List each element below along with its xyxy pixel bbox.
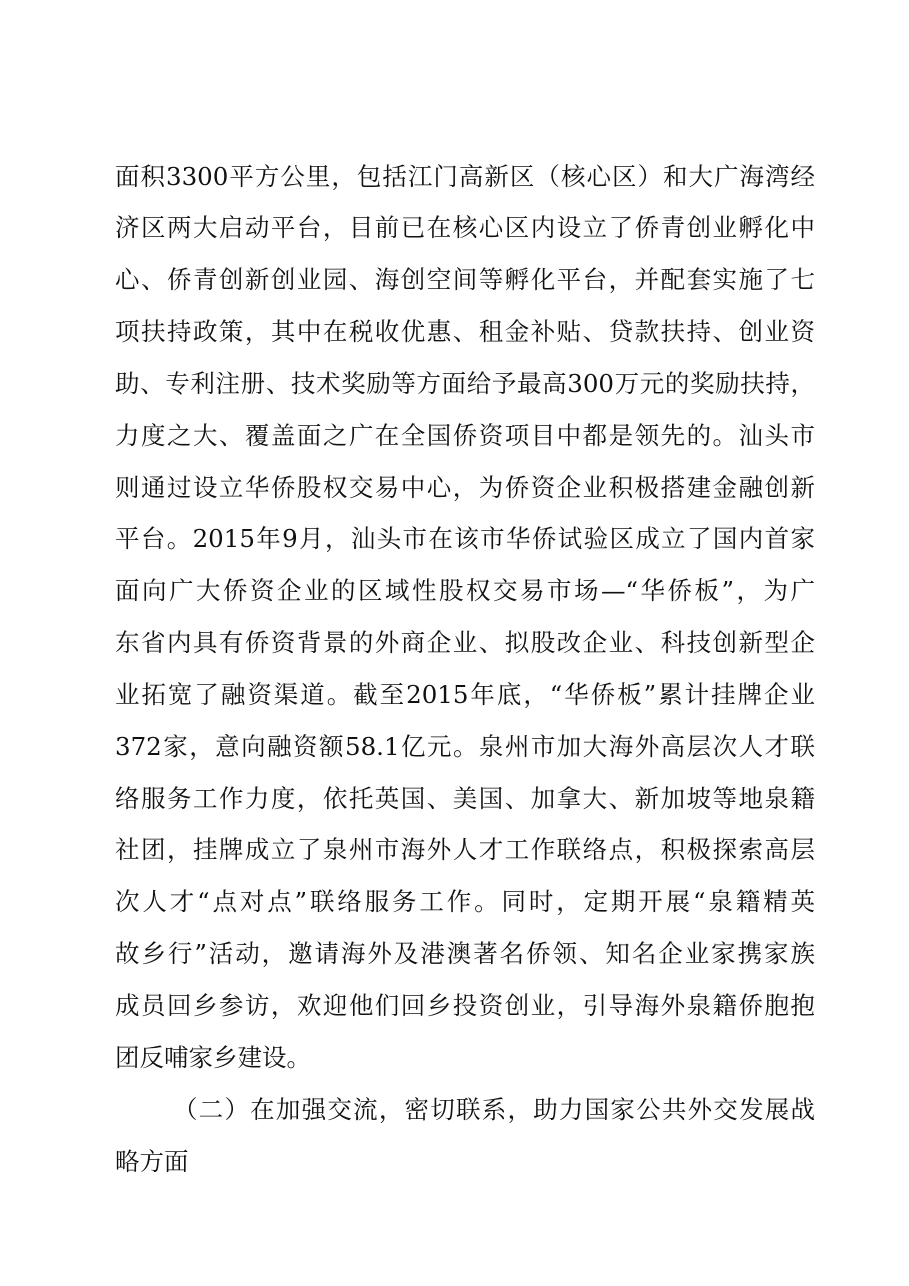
paragraph-line: 东省内具有侨资背景的外商企业、拟股改企业、科技创新型企: [115, 628, 815, 657]
paragraph-line: 成员回乡参访，欢迎他们回乡投资创业，引导海外泉籍侨胞抱: [115, 991, 815, 1020]
paragraph-line: 济区两大启动平台，目前已在核心区内设立了侨青创业孵化中: [115, 213, 815, 242]
paragraph-line: 面向广大侨资企业的区域性股权交易市场—“华侨板”，为广: [115, 576, 815, 605]
paragraph-line: 次人才“点对点”联络服务工作。同时，定期开展“泉籍精英: [115, 887, 815, 916]
paragraph-line: 则通过设立华侨股权交易中心，为侨资企业积极搭建金融创新: [115, 473, 815, 502]
paragraph-line: 平台。2015年9月，汕头市在该市华侨试验区成立了国内首家: [115, 524, 815, 553]
paragraph-line: 络服务工作力度，依托英国、美国、加拿大、新加坡等地泉籍: [115, 784, 815, 813]
section-heading-line: （二）在加强交流，密切联系，助力国家公共外交发展战: [173, 1095, 815, 1124]
paragraph-line: 业拓宽了融资渠道。截至2015年底，“华侨板”累计挂牌企业: [115, 680, 815, 709]
paragraph-line: 故乡行”活动，邀请海外及港澳著名侨领、知名企业家携家族: [115, 939, 815, 968]
paragraph-line: 力度之大、覆盖面之广在全国侨资项目中都是领先的。汕头市: [115, 421, 815, 450]
paragraph-line: 面积3300平方公里，包括江门高新区（核心区）和大广海湾经: [115, 162, 815, 191]
paragraph-line: 助、专利注册、技术奖励等方面给予最高300万元的奖励扶持，: [115, 369, 815, 398]
paragraph-line: 团反哺家乡建设。: [115, 1043, 311, 1072]
paragraph-line: 项扶持政策，其中在税收优惠、租金补贴、贷款扶持、创业资: [115, 317, 815, 346]
paragraph-line: 372家，意向融资额58.1亿元。泉州市加大海外高层次人才联: [115, 732, 815, 761]
paragraph-line: 心、侨青创新创业园、海创空间等孵化平台，并配套实施了七: [115, 265, 815, 294]
section-heading-line: 略方面: [115, 1147, 189, 1176]
paragraph-line: 社团，挂牌成立了泉州市海外人才工作联络点，积极探索高层: [115, 835, 815, 864]
